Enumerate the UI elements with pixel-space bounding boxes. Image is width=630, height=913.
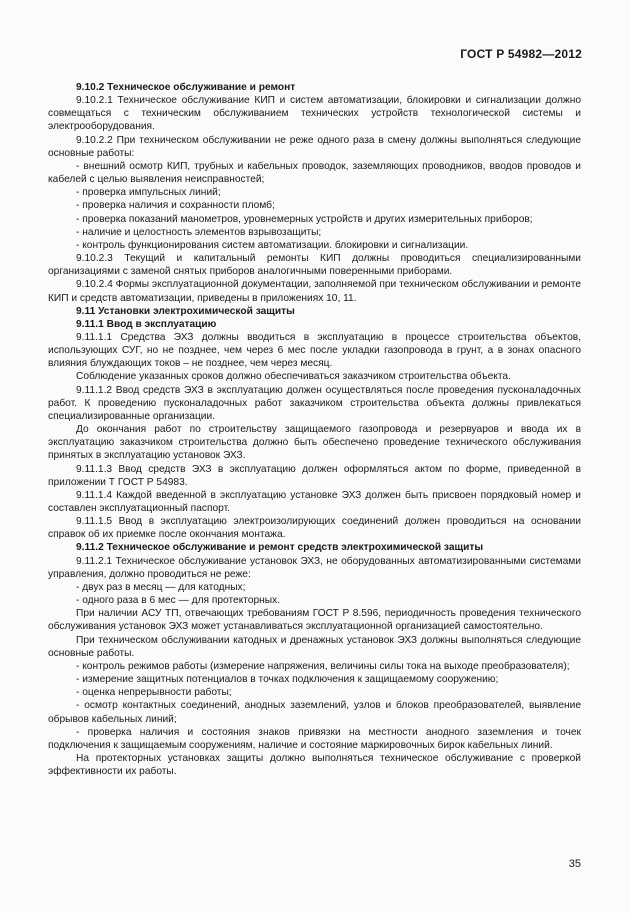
list-item: - внешний осмотр КИП, трубных и кабельных проводок, заземляющих проводников, вводов проводов и кабелей с целью выявления неисправностей;: [48, 160, 581, 186]
list-item: - проверка показаний манометров, уровнемерных устройств и других измерительных приборов;: [76, 213, 533, 225]
list-item: - контроль функционирования систем автоматизации. блокировки и сигнализации.: [76, 239, 469, 251]
section-heading: 9.10.2 Техническое обслуживание и ремонт: [76, 82, 296, 93]
paragraph: 9.10.2.4 Формы эксплуатационной документации, заполняемой при техническом обслуживании и ремонте КИП и средств автоматизации, приведены в приложениях 10, 11.: [48, 279, 581, 304]
list-item: - оценка непрерывности работы;: [76, 687, 232, 699]
paragraph: До окончания работ по строительству защищаемого газопровода и резервуаров и ввода их в эксплуатацию заказчиком строительства должно быть обеспечено проведение технического обслуживания принятых в эксплуатацию установок ЭХЗ.: [48, 424, 581, 462]
section-heading: 9.11.1 Ввод в эксплуатацию: [76, 318, 217, 330]
paragraph: 9.11.1.1 Средства ЭХЗ должны вводиться в эксплуатацию в процессе строительства объектов, использующих СУГ, но не позднее, чем через 6 мес после укладки газопровода в грунт, а в зонах опасного влияния блуждающих токов – не позднее, чем через месяц.: [48, 331, 581, 370]
paragraph: 9.11.1.5 Ввод в эксплуатацию электроизолирующих соединений должен проводиться на основании справок об их приемке после окончания монтажа.: [48, 516, 581, 541]
paragraph: 9.10.2.2 При техническом обслуживании не реже одного раза в смену должны выполняться следующие основные работы:: [48, 134, 581, 159]
list-item: - измерение защитных потенциалов в точках подключения к защищаемому сооружению;: [76, 674, 499, 686]
list-item: - проверка наличия и состояния знаков привязки на местности анодного заземления и точек подключения к защищаемым сооружениям, наличие и состояние маркировочных бирок кабельных линий.: [48, 726, 581, 751]
list-item: - одного раза в 6 мес — для протекторных.: [76, 595, 281, 607]
paragraph: 9.10.2.3 Текущий и капитальный ремонты КИП должны проводиться специализированными организациями с заменой снятых приборов аналогичными поверенными приборами.: [48, 253, 581, 278]
paragraph: 9.11.1.3 Ввод средств ЭХЗ в эксплуатацию должен оформляться актом по форме, приведенной в приложении Т ГОСТ Р 54983.: [48, 463, 581, 488]
page-number: 35: [568, 858, 581, 870]
list-item: - проверка импульсных линий;: [76, 187, 221, 199]
list-item: - проверка наличия и сохранности пломб;: [76, 200, 275, 212]
paragraph: 9.10.2.1 Техническое обслуживание КИП и систем автоматизации, блокировки и сигнализации должно совмещаться с техническим обслуживанием технических устройств технологической системы и электрооборудования.: [48, 95, 581, 133]
section-heading: 9.11 Установки электрохимической защиты: [76, 305, 295, 317]
list-item: - осмотр контактных соединений, анодных заземлений, узлов и блоков преобразователей, выявление обрывов кабельных линий;: [48, 700, 581, 725]
list-item: - контроль режимов работы (измерение напряжения, величины силы тока на выходе преобразователя);: [76, 660, 570, 672]
list-item: - наличие и целостность элементов взрывозащиты;: [76, 226, 322, 238]
paragraph: На протекторных установках защиты должно выполняться техническое обслуживание с проверкой эффективности их работы.: [48, 752, 581, 778]
paragraph: 9.11.1.2 Ввод средств ЭХЗ в эксплуатацию должен осуществляться после проведения пусконаладочных работ. К проведению пусконаладочных работ заказчиком строительства объекта должны привлекаться специализированные организации.: [48, 384, 581, 422]
list-item: - двух раз в месяц — для катодных;: [76, 581, 246, 593]
paragraph: Соблюдение указанных сроков должно обеспечиваться заказчиком строительства объекта.: [76, 371, 511, 383]
paragraph: При техническом обслуживании катодных и дренажных установок ЭХЗ должны выполняться следующие основные работы.: [48, 634, 581, 659]
paragraph: 9.11.1.4 Каждой введенной в эксплуатацию установке ЭХЗ должен быть присвоен порядковый номер и составлен эксплуатационный паспорт.: [48, 489, 581, 514]
section-heading: 9.11.2 Техническое обслуживание и ремонт средств электрохимической защиты: [76, 542, 484, 554]
standard-header: ГОСТ Р 54982—2012: [460, 47, 582, 61]
document-body: [48, 81, 581, 778]
paragraph: При наличии АСУ ТП, отвечающих требованиям ГОСТ Р 8.596, периодичность проведения технического обслуживания установок ЭХЗ может устанавливаться эксплуатационной организацией самостоятельно.: [48, 608, 581, 633]
paragraph: 9.11.2.1 Техническое обслуживание установок ЭХЗ, не оборудованных автоматизированными системами управления, должно проводиться не реже:: [48, 555, 581, 580]
